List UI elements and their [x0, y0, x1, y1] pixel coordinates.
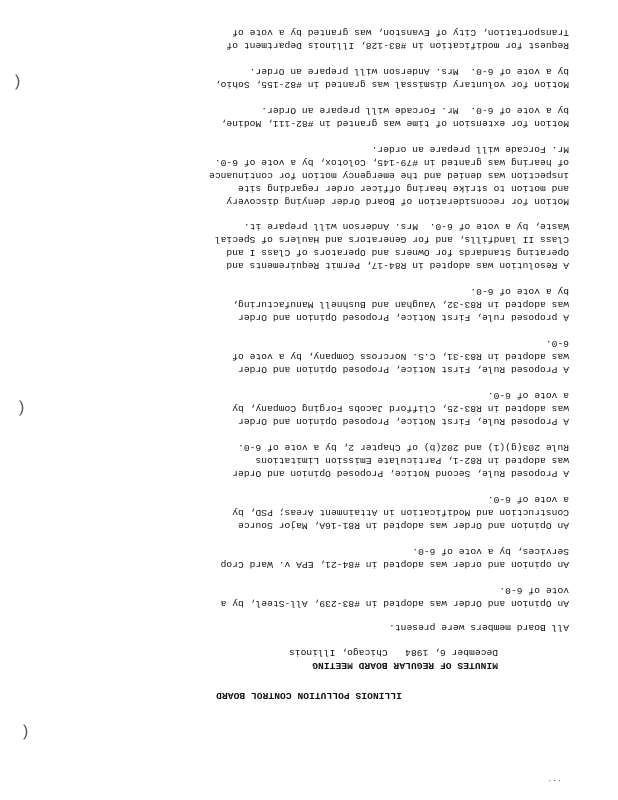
- meeting-date-line: December 6, 1984 Chicago, Illinois: [288, 647, 498, 658]
- paragraph-line: Construction and Modification in Attainment Areas; PSD, by: [232, 507, 569, 518]
- scan-mark: (: [12, 73, 22, 91]
- paragraph-line: Mr. Forcade will prepare an order.: [371, 144, 569, 155]
- paragraph-line: A Proposed Rule, First Notice, Proposed Opinion and Order: [237, 364, 569, 375]
- paragraph-line: Transportation, City of Evanston, was granted by a vote of: [232, 27, 569, 38]
- page-mark: ...: [547, 777, 562, 786]
- paragraph-line: was adopted in R83-32, Vaughan and Bushnell Manufacturing,: [232, 299, 569, 310]
- paragraph-line: A proposed rule, First Notice, Proposed Opinion and Order: [237, 312, 569, 323]
- paragraph-line: Rule 203(g)(1) and 202(b) of Chapter 2, by a vote of 6-0.: [237, 442, 569, 453]
- paragraph-line: a vote of 6-0.: [487, 390, 569, 401]
- paragraph-line: Class II landfills, and for Generators and Haulers of Special: [214, 234, 569, 245]
- scan-mark: (: [20, 723, 30, 741]
- paragraph-line: was adopted in R82-1, Particulate Emission Limitations: [255, 455, 569, 466]
- paragraph-line: of hearing was granted in #79-145, Colotox, by a vote of 6-0.: [214, 157, 569, 168]
- paragraph-line: by a vote of 6-0. Mrs. Anderson will prepare an Order.: [249, 66, 569, 77]
- paragraph-line: by a vote of 6-0.: [470, 286, 569, 297]
- paragraph-line: vote of 6-0.: [499, 585, 569, 596]
- paragraph-line: A Resolution was adopted in R84-17, Permit Requirements and: [226, 260, 569, 271]
- paragraph-line: An Opinion and Order was adopted in #83-239, All-Steel, by a: [220, 598, 569, 609]
- paragraph-line: Request for modification in #83-128, Illinois Department of: [226, 40, 569, 51]
- scan-mark: (: [16, 399, 26, 417]
- paragraph-line: and motion to strike hearing officer order regarding site: [237, 183, 569, 194]
- paragraph-line: was adopted in R83-31, C.S. Norcross Company, by a vote of: [232, 351, 569, 362]
- paragraph-line: was adopted in R83-25, Clifford Jacobs Forging Company, by: [232, 403, 569, 414]
- document-title: ILLINOIS POLLUTION CONTROL BOARD: [216, 690, 402, 701]
- meeting-heading: MINUTES OF REGULAR BOARD MEETING: [312, 660, 498, 671]
- paragraph-line: A Proposed Rule, Second Notice, Proposed Opinion and Order: [232, 468, 569, 479]
- paragraph-line: An opinion and order was adopted in #84-21, EPA v. Ward Crop: [220, 559, 569, 570]
- paragraph-line: Motion for extension of time was granted in #82-111, Modine,: [220, 118, 569, 129]
- paragraph-line: Motion for reconsideration of Board Order denying discovery: [226, 196, 569, 207]
- paragraph-line: Services, by a vote of 6-0.: [412, 546, 569, 557]
- attendance-paragraph: All Board members were present.: [388, 622, 569, 633]
- paragraph-line: 6-0.: [545, 338, 569, 349]
- paragraph-line: inspection was denied and the emergency motion for continuance: [208, 170, 569, 181]
- paragraph-line: Operating Standards for Owners and Operators of Class I and: [226, 247, 569, 258]
- paragraph-line: by a vote of 6-0. Mr. Forcade will prepare an Order.: [261, 105, 569, 116]
- paragraph-line: Waste, by a vote of 6-0. Mrs. Anderson will prepare it.: [243, 221, 569, 232]
- paragraph-line: An Opinion and Order was adopted in R81-16A, Major Source: [237, 520, 569, 531]
- paragraph-line: a vote of 6-0.: [487, 494, 569, 505]
- paragraph-line: A Proposed Rule, First Notice, Proposed Opinion and Order: [237, 416, 569, 427]
- paragraph-line: Motion for voluntary dismissal was granted in #82-155, Sohio,: [214, 79, 569, 90]
